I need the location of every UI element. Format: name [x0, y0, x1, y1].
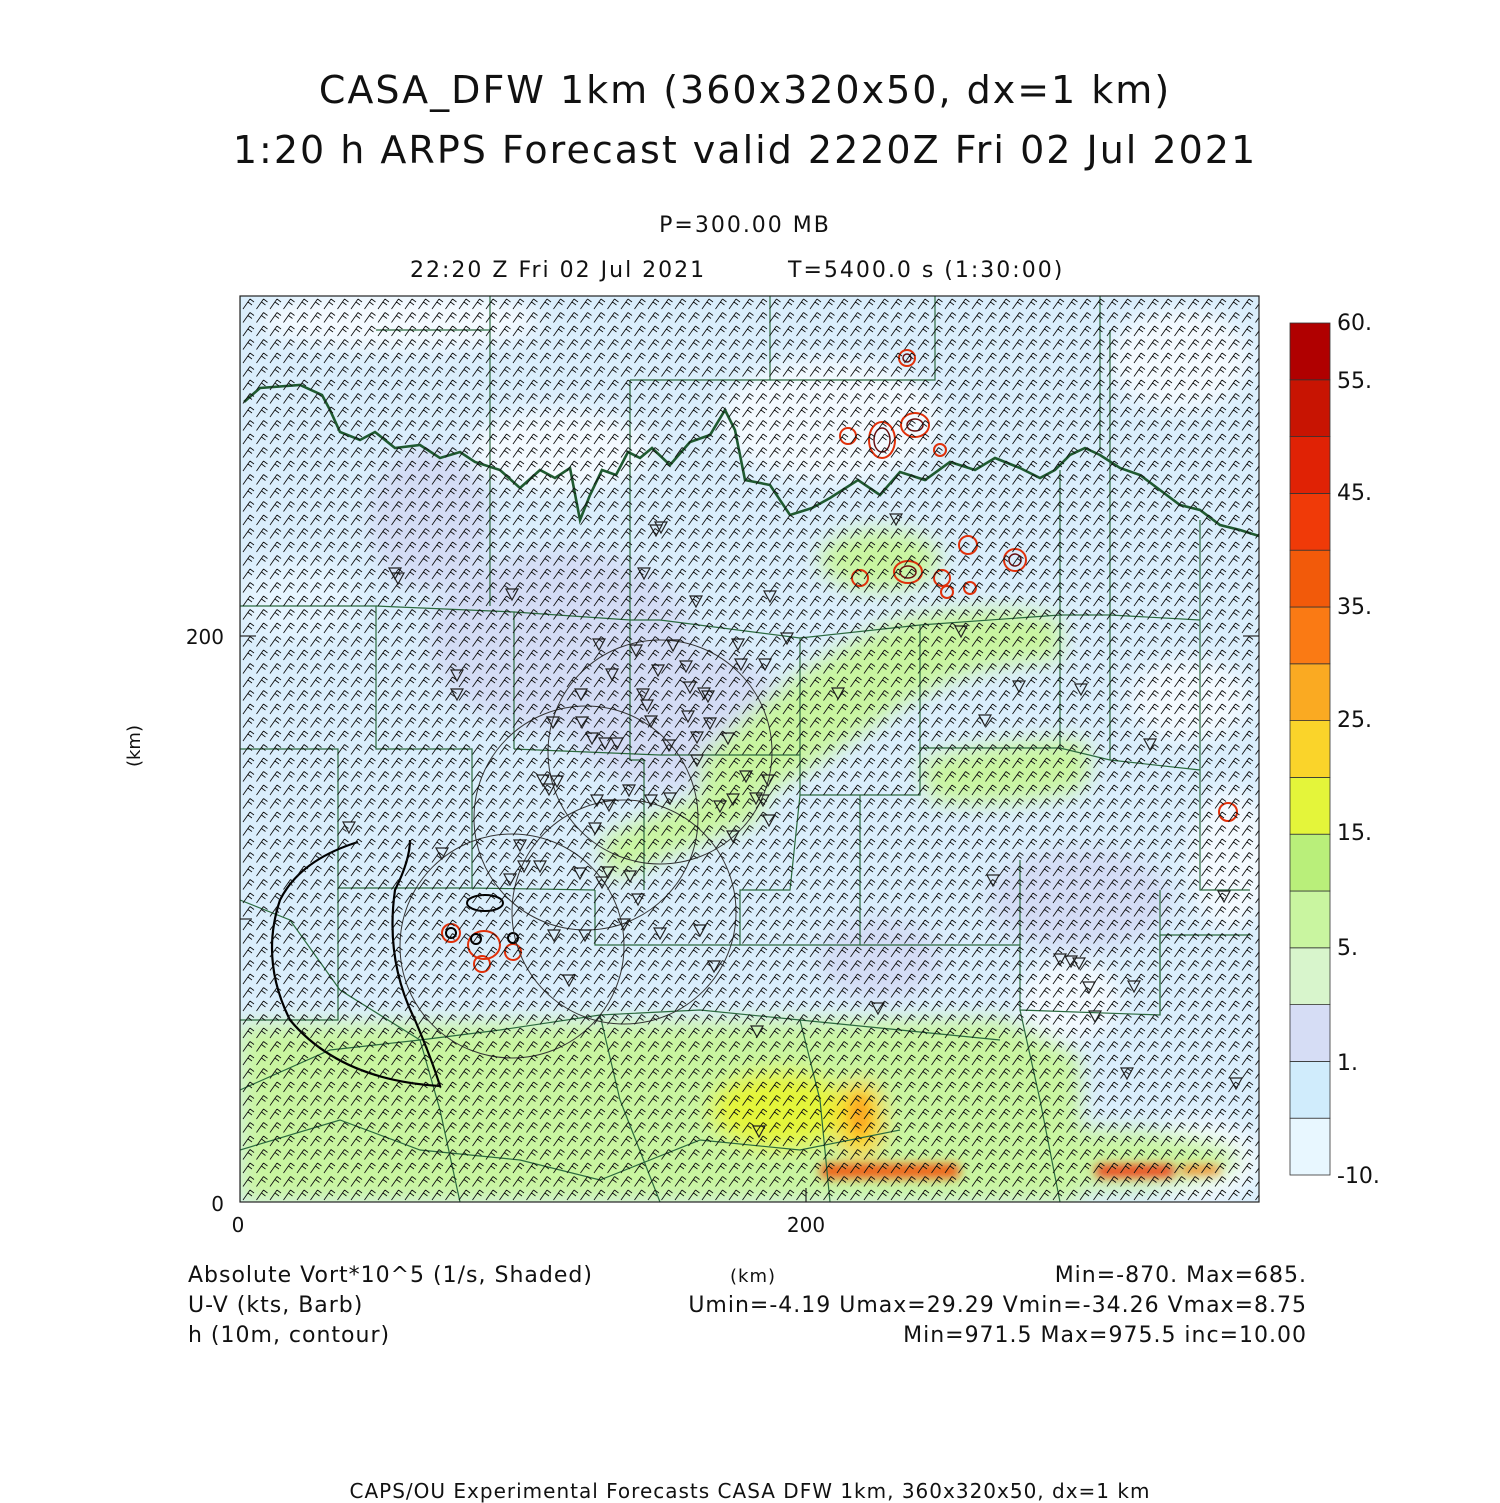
plot-title-line2: 1:20 h ARPS Forecast valid 2220Z Fri 02 Jul 2021 [232, 128, 1258, 172]
legend-barb-field: U-V (kts, Barb) [188, 1293, 364, 1318]
pressure-level-label: P=300.00 MB [659, 213, 831, 238]
plot-title-line1: CASA_DFW 1km (360x320x50, dx=1 km) [318, 68, 1172, 112]
colorbar-label: -10. [1337, 1164, 1380, 1189]
stats-vorticity: Min=-870. Max=685. [1054, 1263, 1307, 1288]
colorbar-swatch [1290, 380, 1330, 437]
x-axis-label: (km) [730, 1266, 777, 1287]
colorbar-swatch [1290, 1005, 1330, 1062]
colorbar-swatch [1290, 550, 1330, 607]
valid-time-label: 22:20 Z Fri 02 Jul 2021 [410, 258, 707, 283]
colorbar-swatch [1290, 891, 1330, 948]
colorbar-swatch [1290, 664, 1330, 721]
colorbar-swatch [1290, 323, 1330, 380]
colorbar-swatch [1290, 1061, 1330, 1118]
colorbar-swatch [1290, 493, 1330, 550]
y-tick-200: 200 [185, 625, 224, 649]
colorbar-swatch [1290, 834, 1330, 891]
x-tick-0: 0 [231, 1213, 245, 1237]
x-tick-200: 200 [786, 1213, 826, 1237]
colorbar-label: 5. [1337, 936, 1358, 961]
colorbar-label: 1. [1337, 1051, 1358, 1076]
colorbar-label: 45. [1337, 481, 1372, 506]
colorbar-swatch [1290, 607, 1330, 664]
colorbar-label: 35. [1337, 595, 1372, 620]
colorbar [1290, 311, 1380, 1189]
colorbar-label: 15. [1337, 821, 1372, 846]
colorbar-label: 55. [1337, 369, 1372, 394]
colorbar-label: 60. [1337, 311, 1372, 336]
stats-height: Min=971.5 Max=975.5 inc=10.00 [903, 1323, 1307, 1348]
colorbar-swatch [1290, 437, 1330, 494]
colorbar-swatch [1290, 721, 1330, 778]
colorbar-swatch [1290, 1118, 1330, 1175]
y-axis-label: (km) [124, 724, 145, 768]
stats-wind: Umin=-4.19 Umax=29.29 Vmin=-34.26 Vmax=8.75 [688, 1293, 1307, 1318]
legend-contour-field: h (10m, contour) [188, 1323, 391, 1348]
y-tick-0: 0 [211, 1192, 224, 1216]
colorbar-label: 25. [1337, 708, 1372, 733]
colorbar-swatch [1290, 948, 1330, 1005]
legend-shaded-field: Absolute Vort*10^5 (1/s, Shaded) [188, 1263, 593, 1288]
simulation-time-label: T=5400.0 s (1:30:00) [788, 258, 1065, 283]
colorbar-swatch [1290, 777, 1330, 834]
footer-credit: CAPS/OU Experimental Forecasts CASA DFW 1km, 360x320x50, dx=1 km [349, 1479, 1151, 1503]
